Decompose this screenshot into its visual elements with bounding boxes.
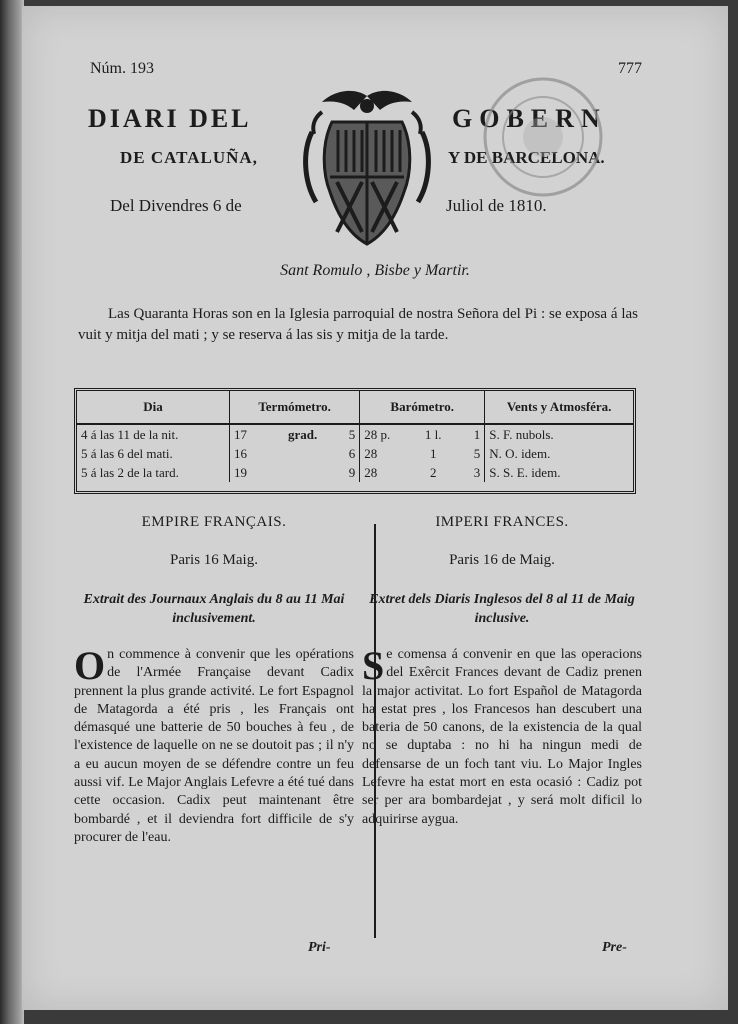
cell-termo-frac: 9: [337, 463, 360, 482]
cell-baro: 28: [364, 445, 378, 461]
cell-termo-unit: [268, 463, 337, 482]
saint-of-the-day: Sant Romulo , Bisbe y Martir.: [280, 262, 470, 279]
cell-vents: S. S. E. idem.: [489, 464, 561, 480]
header-barometro: Barómetro.: [360, 391, 485, 424]
masthead-title-left: DIARI DEL: [88, 104, 252, 133]
cell-baro-frac: 5: [462, 444, 485, 463]
cell-termo-frac: 6: [337, 444, 360, 463]
weather-table: [77, 391, 633, 482]
right-catchword: Pre-: [602, 940, 627, 955]
cell-dia: 4 á las 11 de la nit.: [77, 424, 230, 444]
left-column-dateline: Paris 16 Maig.: [170, 552, 258, 568]
cell-termo-frac: 5: [337, 424, 360, 444]
cell-termo: 16: [234, 445, 247, 461]
cell-termo-unit: grad.: [287, 426, 318, 442]
table-row: [77, 463, 633, 482]
cell-dia: 5 á las 2 de la tard.: [77, 463, 230, 482]
masthead-subtitle-left: DE CATALUÑA,: [120, 148, 258, 167]
cell-termo: 19: [234, 464, 247, 480]
page-number: 777: [618, 60, 642, 77]
cell-dia: 5 á las 6 del mati.: [77, 444, 230, 463]
left-column-subheading: Extrait des Journaux Anglais du 8 au 11 Mai inclusivement.: [83, 592, 345, 626]
library-stamp-icon: [478, 72, 608, 202]
cell-baro-frac: 3: [462, 463, 485, 482]
cell-baro: 28: [364, 464, 378, 480]
issue-date-right: Juliol de 1810.: [446, 196, 547, 215]
cell-vents: S. F. nubols.: [489, 426, 554, 442]
intro-paragraph: Las Quaranta Horas son en la Iglesia parroquial de nostra Señora del Pi : se exposa á las vuit y mitja del mati ; y se reserva á las sis y mitja de la tarde.: [78, 306, 638, 343]
cell-baro-lines: 1 l.: [424, 426, 442, 442]
table-row: [77, 424, 633, 444]
issue-date-left: Del Divendres 6 de: [110, 196, 242, 215]
cell-baro-frac: 1: [462, 424, 485, 444]
header-termometro: Termómetro.: [230, 391, 360, 424]
cell-baro: 28 p.: [364, 426, 391, 442]
right-article-text: e comensa á convenir en que las operacions del Exêrcit Frances devant de Cadiz prenen la major activitat. Lo fort Español de Matagorda ha estat pres , los Francesos han descubert una bateria de 50 canons, de la existencia de la qual no se duptaba : no hi ha ningun medi de defensarse de un foch tant viu. Lo Major Ingles Lefevre ha estat mort en esta ocasió : Cadiz pot ser per ara bombardejat , y será molt dificil lo adquirirse aygua.: [362, 647, 642, 827]
left-dropcap: O: [74, 643, 106, 688]
masthead-title-right: GOBERN: [452, 104, 607, 133]
right-column-article: [362, 643, 642, 829]
left-column-heading: EMPIRE FRANÇAIS.: [141, 514, 287, 530]
right-dropcap: S: [362, 643, 385, 688]
left-catchword: Pri-: [308, 940, 331, 955]
cell-termo: 17: [234, 426, 247, 442]
weather-table-frame: [74, 388, 636, 494]
cell-vents: N. O. idem.: [489, 445, 551, 461]
masthead-subtitle-right: Y DE BARCELONA.: [448, 148, 605, 167]
coat-of-arms-icon: [292, 82, 442, 252]
right-column-heading: IMPERI FRANCES.: [435, 514, 569, 530]
book-binding-edge: [0, 0, 24, 1024]
newspaper-page: [22, 6, 728, 1010]
weather-table-header: [77, 391, 633, 424]
right-column-dateline: Paris 16 de Maig.: [449, 552, 555, 568]
cell-termo-unit: [268, 444, 337, 463]
left-article-text: n commence à convenir que les opérations de l'Armée Française devant Cadix prennent la plus grande activité. Le fort Espagnol de Matagorda a été pris , les Français ont démasqué une batterie de 50 bouches à feu , de l'existence de laquelle on ne se doutoit pas ; il n'y a eu aucun moyen de se défendre contre un feu aussi vif. Le Major Anglais Lefevre a été tué dans cette occasion. Cadix peut maintenant être bombardé , et il deviendra fort difficile de s'y procurer de l'eau.: [74, 647, 354, 845]
issue-number: Núm. 193: [90, 60, 154, 77]
cell-baro-lines: 1: [429, 445, 437, 461]
cell-baro-lines: 2: [429, 464, 437, 480]
left-column-article: [74, 643, 354, 847]
header-dia: Dia: [77, 391, 230, 424]
header-vents: Vents y Atmosféra.: [485, 391, 633, 424]
table-row: [77, 444, 633, 463]
right-column-subheading: Extret dels Diaris Inglesos del 8 al 11 de Maig inclusive.: [369, 592, 635, 626]
